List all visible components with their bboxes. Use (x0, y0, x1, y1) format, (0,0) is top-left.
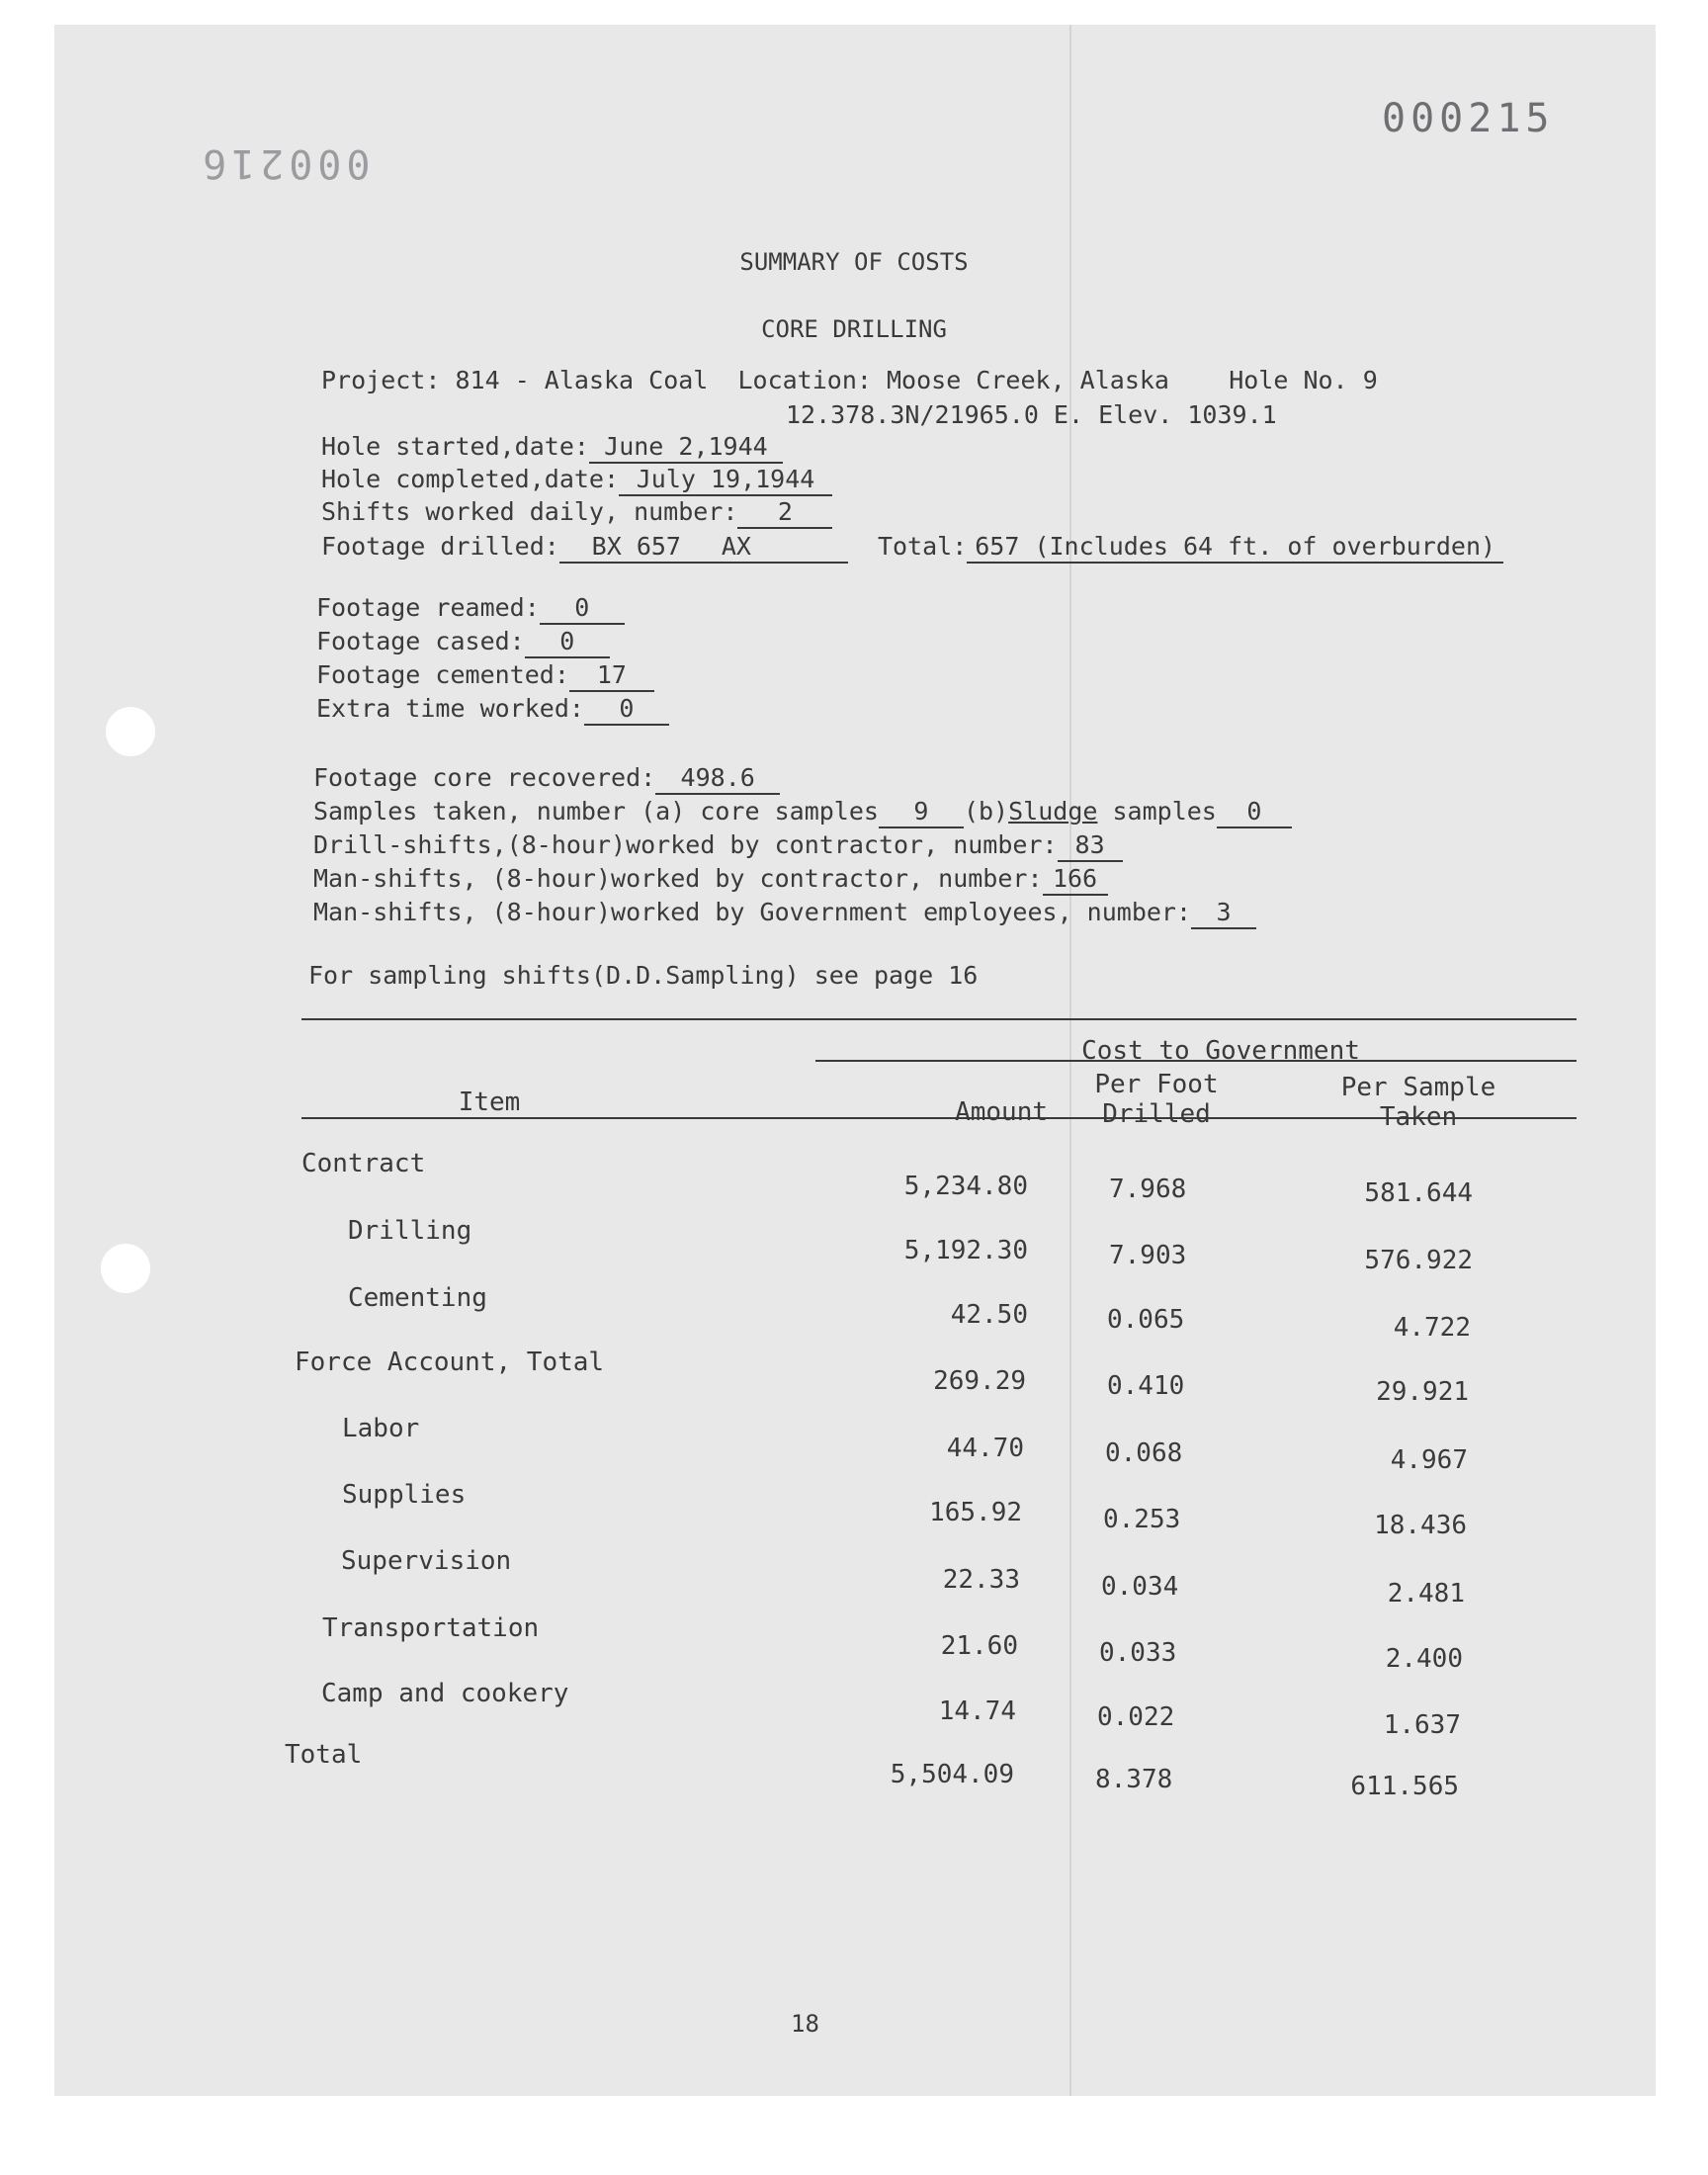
row-per-sample: 611.565 (1350, 1772, 1459, 1801)
footage-drilled-bx: BX 657 (559, 532, 714, 564)
header-per-sample-line1: Per Sample (1340, 1073, 1496, 1102)
row-item: Labor (342, 1414, 420, 1443)
hole-completed-row (321, 465, 832, 496)
row-per-foot: 7.903 (1109, 1241, 1187, 1270)
cemented-value: 17 (569, 660, 654, 692)
shifts-label: Shifts worked daily, number: (321, 497, 738, 526)
sludge-value: 0 (1217, 797, 1292, 828)
row-per-sample: 4.967 (1390, 1445, 1468, 1475)
row-amount: 14.74 (938, 1696, 1016, 1726)
header-item: Item (458, 1088, 521, 1117)
total-label: Total: (877, 532, 968, 561)
row-per-sample: 576.922 (1364, 1246, 1473, 1275)
row-per-foot: 8.378 (1095, 1765, 1173, 1794)
drill-shifts-value: 83 (1058, 830, 1123, 862)
footage-reamed-row (316, 593, 625, 625)
row-per-sample: 2.481 (1387, 1579, 1465, 1609)
row-per-sample: 2.400 (1385, 1644, 1463, 1674)
reamed-label: Footage reamed: (316, 593, 540, 622)
core-recovered-row (313, 763, 780, 795)
punch-hole-top (106, 707, 155, 756)
stamp-number-mirrored: 000216 (198, 140, 371, 186)
total-value: 657 (Includes 64 ft. of overburden) (967, 532, 1503, 564)
extra-time-row (316, 694, 669, 726)
row-amount: 22.33 (942, 1565, 1020, 1595)
row-per-foot: 0.034 (1101, 1572, 1179, 1602)
row-per-foot: 7.968 (1109, 1174, 1187, 1204)
extra-time-value: 0 (584, 694, 669, 726)
header-per-sample-line2: Taken (1379, 1102, 1458, 1132)
row-amount: 5,504.09 (890, 1760, 1014, 1789)
hole-started-label: Hole started,date: (321, 432, 589, 461)
sludge-label: samples (1112, 797, 1217, 826)
man-shifts-gov-label: Man-shifts, (8-hour)worked by Government employees, number: (313, 898, 1192, 926)
coordinates: 12.378.3N/21965.0 E. Elev. 1039.1 (786, 400, 1277, 429)
hole-started-row (321, 432, 783, 464)
hole-completed-value: July 19,1944 (619, 465, 832, 496)
footage-drilled-row (321, 532, 1503, 564)
row-amount: 21.60 (940, 1631, 1018, 1661)
row-per-sample: 581.644 (1364, 1178, 1473, 1208)
cased-value: 0 (525, 627, 610, 658)
man-shifts-contractor-label: Man-shifts, (8-hour)worked by contractor, number: (313, 864, 1043, 893)
core-recovered-value: 498.6 (655, 763, 780, 795)
location-label: Location: (737, 366, 872, 394)
row-per-sample: 4.722 (1393, 1313, 1471, 1343)
footage-drilled-ax: AX (714, 532, 848, 564)
row-per-sample: 18.436 (1374, 1511, 1467, 1540)
row-amount: 44.70 (946, 1434, 1024, 1463)
row-per-foot: 0.253 (1103, 1505, 1181, 1534)
table-top-rule (301, 1018, 1577, 1020)
sludge-prefix: (b) (963, 797, 1009, 826)
shifts-value: 2 (737, 497, 832, 529)
row-item: Total (285, 1740, 363, 1770)
page-number: 18 (791, 2010, 819, 2038)
hole-started-value: June 2,1944 (589, 432, 783, 464)
row-per-sample: 29.921 (1376, 1377, 1469, 1407)
samples-label: Samples taken, number (a) core samples (313, 797, 879, 826)
man-shifts-contractor-value: 166 (1043, 864, 1108, 896)
row-item: Force Account, Total (295, 1348, 605, 1377)
man-shifts-contractor-row (313, 864, 1108, 896)
sludge-word: Sludge (1008, 797, 1098, 826)
cemented-label: Footage cemented: (316, 660, 569, 689)
footage-cased-row (316, 627, 610, 658)
project-label: Project: (321, 366, 441, 394)
hole-value: 9 (1362, 366, 1378, 394)
row-amount: 5,192.30 (903, 1236, 1028, 1265)
location-value: Moose Creek, Alaska (887, 366, 1169, 394)
row-per-foot: 0.022 (1097, 1702, 1175, 1732)
drill-shifts-label: Drill-shifts,(8-hour)worked by contractor, number: (313, 830, 1058, 859)
row-amount: 5,234.80 (903, 1172, 1028, 1201)
row-per-sample: 1.637 (1383, 1710, 1461, 1740)
man-shifts-gov-row (313, 898, 1256, 929)
reamed-value: 0 (540, 593, 625, 625)
row-item: Supervision (341, 1546, 512, 1576)
page-subtitle: CORE DRILLING (761, 315, 947, 343)
extra-time-label: Extra time worked: (316, 694, 584, 723)
row-item: Cementing (348, 1283, 487, 1313)
samples-row (313, 797, 1292, 828)
footage-cemented-row (316, 660, 654, 692)
hole-label: Hole No. (1229, 366, 1348, 394)
shifts-row (321, 497, 832, 529)
row-per-foot: 0.410 (1107, 1371, 1185, 1401)
row-item: Drilling (348, 1216, 472, 1246)
project-value: 814 - Alaska Coal (455, 366, 709, 394)
header-per-foot-line2: Drilled (1102, 1099, 1211, 1129)
group-header: Cost to Government (1081, 1036, 1360, 1066)
row-per-foot: 0.068 (1105, 1438, 1183, 1468)
row-item: Contract (301, 1149, 426, 1178)
row-amount: 269.29 (933, 1366, 1026, 1396)
row-amount: 42.50 (950, 1300, 1028, 1330)
row-item: Camp and cookery (321, 1679, 569, 1708)
drill-shifts-row (313, 830, 1123, 862)
row-amount: 165.92 (929, 1498, 1022, 1527)
core-samples-value: 9 (879, 797, 964, 828)
header-per-foot-line1: Per Foot (1094, 1070, 1219, 1099)
man-shifts-gov-value: 3 (1191, 898, 1256, 929)
row-item: Transportation (322, 1613, 540, 1643)
row-item: Supplies (342, 1480, 467, 1510)
core-recovered-label: Footage core recovered: (313, 763, 656, 792)
cased-label: Footage cased: (316, 627, 525, 655)
page-title: SUMMARY OF COSTS (739, 248, 969, 276)
sampling-note: For sampling shifts(D.D.Sampling) see page 16 (308, 961, 979, 990)
punch-hole-bottom (101, 1244, 150, 1293)
hole-completed-label: Hole completed,date: (321, 465, 620, 493)
row-per-foot: 0.065 (1107, 1305, 1185, 1335)
project-info (321, 366, 1378, 395)
footage-drilled-label: Footage drilled: (321, 532, 559, 561)
row-per-foot: 0.033 (1099, 1638, 1177, 1668)
header-amount: Amount (955, 1097, 1048, 1127)
stamp-number: 000215 (1382, 96, 1555, 141)
